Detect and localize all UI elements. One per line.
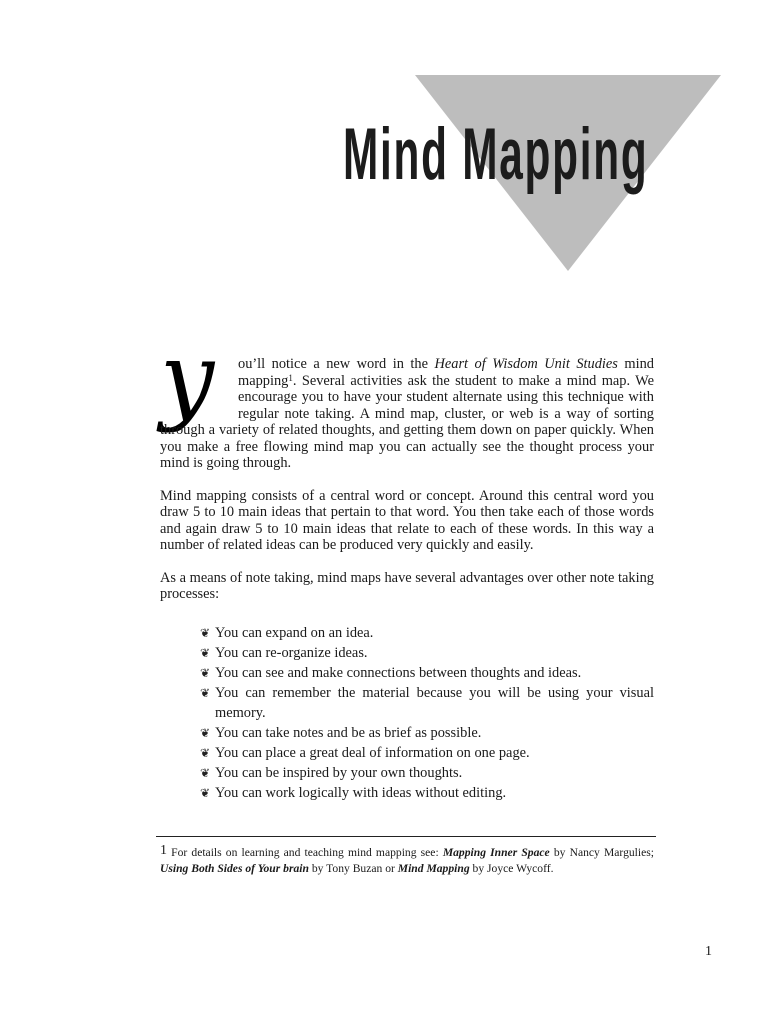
list-item xyxy=(200,623,654,643)
fleuron-bullet-icon: ❦ xyxy=(200,665,211,680)
fleuron-bullet-icon: ❦ xyxy=(200,685,211,700)
intro-mid: mind mapping xyxy=(238,356,654,389)
footnote-number: 1 xyxy=(160,843,167,858)
list-item xyxy=(200,763,654,783)
list-item-text: You can re-organize ideas. xyxy=(215,644,368,661)
list-item-text: You can expand on an idea. xyxy=(215,624,374,641)
footnote-divider xyxy=(156,836,656,837)
fleuron-bullet-icon: ❦ xyxy=(200,785,211,800)
footnote-book-title: Using Both Sides of Your brain xyxy=(160,862,309,875)
footnote-book-title: Mind Mapping xyxy=(397,862,470,875)
footnote-text: by Nancy Margulies; xyxy=(549,846,654,859)
page-number: 1 xyxy=(705,944,712,959)
footnote-text: For details on learning and teaching mind mapping see: xyxy=(167,846,443,859)
list-item-text: You can place a great deal of information on one page. xyxy=(215,744,530,761)
footnote-text: by Tony Buzan or xyxy=(308,862,398,875)
fleuron-bullet-icon: ❦ xyxy=(200,625,211,640)
fleuron-bullet-icon: ❦ xyxy=(200,725,211,740)
list-item-text: You can work logically with ideas without editing. xyxy=(215,784,507,801)
drop-cap: y xyxy=(160,322,215,434)
list-item xyxy=(200,723,654,743)
list-item xyxy=(200,643,654,663)
page-title: Mind Mapping xyxy=(343,114,649,195)
list-item xyxy=(200,683,654,723)
paragraph-2: Mind mapping consists of a central word or concept. Around this central word you draw 5 to 10 main ideas that pertain to that word. You then take each of those words and again draw 5 to 10 main ideas that relate to each of these words. In this way a number of related ideas can be produced very quickly and easily. xyxy=(160,487,654,553)
paragraph-3: As a means of note taking, mind maps have several advantages over other note taking processes: xyxy=(160,569,654,602)
footnote-text: by Joyce Wycoff. xyxy=(469,862,554,875)
list-item-text: You can see and make connections between thoughts and ideas. xyxy=(215,664,582,681)
footnote xyxy=(160,845,654,877)
intro-book-title: Heart of Wisdom Unit Studies xyxy=(434,356,618,372)
intro-rest: . Several activities ask the student to make a mind map. We encourage you to have your student alternate using this technique with regular note taking. A mind map, cluster, or web is a way of sorting through a variety of related thoughts, and getting them down on paper quickly. When you make a free flowing mind map you can actually see the thought process your mind is going through. xyxy=(160,372,654,471)
list-item-text: You can take notes and be as brief as possible. xyxy=(215,724,482,741)
fleuron-bullet-icon: ❦ xyxy=(200,645,211,660)
list-item xyxy=(200,663,654,683)
fleuron-bullet-icon: ❦ xyxy=(200,765,211,780)
body-text xyxy=(160,322,654,803)
footnote-reference[interactable]: 1 xyxy=(288,372,293,383)
fleuron-bullet-icon: ❦ xyxy=(200,745,211,760)
list-item-text: You can be inspired by your own thoughts. xyxy=(215,764,463,781)
list-item xyxy=(200,743,654,763)
list-item xyxy=(200,783,654,803)
intro-lead: ou’ll notice a new word in the xyxy=(238,356,435,372)
footnote-book-title: Mapping Inner Space xyxy=(442,846,550,859)
list-item-text: You can remember the material because you will be using your visual memory. xyxy=(215,684,654,721)
advantages-list xyxy=(200,623,654,803)
